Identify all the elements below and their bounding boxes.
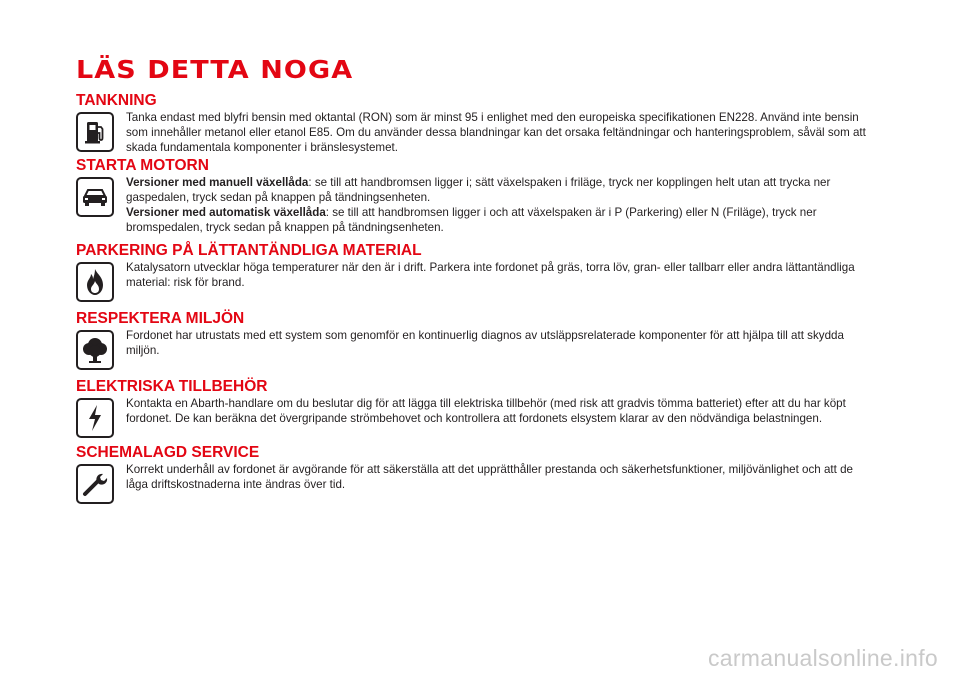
bold-label: Versioner med manuell växellåda	[126, 176, 309, 189]
page-title: LÄS DETTA NOGA	[76, 55, 354, 84]
lightning-icon	[76, 398, 114, 438]
section-title: RESPEKTERA MILJÖN	[76, 310, 245, 327]
section-body	[126, 110, 876, 155]
section-title: TANKNING	[76, 92, 157, 109]
section-respektera-miljon	[76, 310, 876, 358]
paragraph-text: : se till att handbromsen ligger i; sätt växelspaken i friläge, tryck ner kopplingen helt utan att trycka ner gaspedalen, tryck sedan på knappen på tändningsenheten.	[126, 176, 831, 204]
paragraph-text: : se till att handbromsen ligger i och att växelspaken är i P (Parkering) eller N (Friläge), tryck ner bromspedalen, tryck sedan på knappen på tändningsenheten.	[126, 206, 817, 234]
paragraph: Korrekt underhåll av fordonet är avgörande för att säkerställa att det upprätthåller prestanda och säkerhetsfunktioner, miljövänlighet och att de låga driftskostnaderna inte ändras över tid.	[126, 463, 853, 491]
section-body	[126, 396, 876, 426]
car-icon	[76, 177, 114, 217]
paragraph	[126, 175, 876, 205]
section-tankning	[76, 92, 876, 155]
fire-icon	[76, 262, 114, 302]
tree-icon	[76, 330, 114, 370]
fuel-pump-icon	[76, 112, 114, 152]
section-body	[126, 175, 876, 235]
section-parkering	[76, 242, 876, 290]
section-title: STARTA MOTORN	[76, 157, 209, 174]
section-title: ELEKTRISKA TILLBEHÖR	[76, 378, 268, 395]
paragraph: Tanka endast med blyfri bensin med oktantal (RON) som är minst 95 i enlighet med den europeiska specifikationen EN228. Använd inte bensin som innehåller metanol eller etanol E85. Om du använder dessa blandningar kan det orsaka feltändningar och hanteringsproblem, såväl som att skada fundamentala komponenter i bränslesystemet.	[126, 111, 866, 154]
paragraph: Katalysatorn utvecklar höga temperaturer när den är i drift. Parkera inte fordonet på gräs, torra löv, gran- eller tallbarr eller andra lättantändliga material: risk för brand.	[126, 261, 855, 289]
paragraph: Fordonet har utrustats med ett system som genomför en kontinuerlig diagnos av utsläppsrelaterade komponenter för att hjälpa till att skydda miljön.	[126, 329, 844, 357]
wrench-icon	[76, 464, 114, 504]
watermark: carmanualsonline.info	[707, 645, 938, 671]
section-title: PARKERING PÅ LÄTTANTÄNDLIGA MATERIAL	[76, 242, 422, 259]
section-body	[126, 328, 876, 358]
section-title: SCHEMALAGD SERVICE	[76, 444, 260, 461]
paragraph: Kontakta en Abarth-handlare om du beslutar dig för att lägga till elektriska tillbehör (med risk att gradvis tömma batteriet) efter att du har köpt fordonet. De kan beräkna det övergripande strömbehovet och kontrollera att fordonets elsystem klarar av den nödvändiga belastningen.	[126, 397, 846, 425]
paragraph	[126, 205, 876, 235]
section-starta-motorn	[76, 157, 876, 235]
section-body	[126, 260, 876, 290]
section-elektriska-tillbehor	[76, 378, 876, 426]
section-body	[126, 462, 876, 492]
bold-label: Versioner med automatisk växellåda	[126, 206, 326, 219]
section-schemalagd-service	[76, 444, 876, 492]
